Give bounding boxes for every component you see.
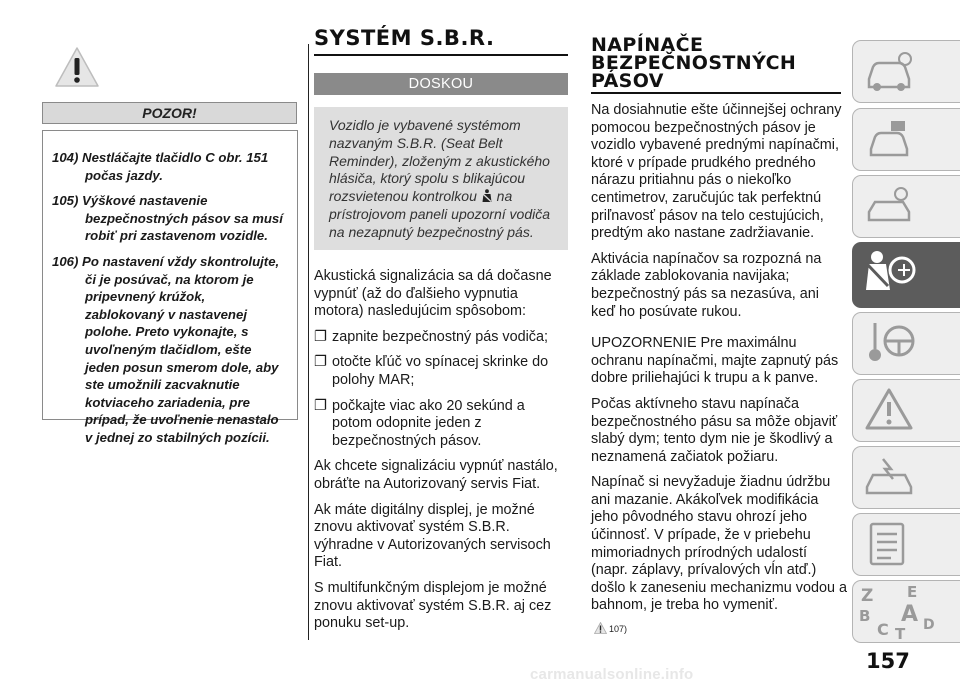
sbr-body [314, 268, 568, 641]
tab-safety[interactable] [852, 242, 960, 308]
list-item [314, 398, 568, 451]
reference-number: 107) [609, 624, 628, 634]
emergency-icon [861, 453, 917, 503]
paragraph: Ak máte digitálny displej, je možné znovu aktivovať systém S.B.R. výhradne v Autorizovaných servisoch Fiat. [314, 501, 551, 571]
tab-dashboard-controls[interactable] [852, 175, 960, 238]
index-letter: C [877, 620, 889, 639]
tab-starting-driving[interactable] [852, 312, 960, 375]
paragraph: Ak chcete signalizáciu vypnúť nastálo, obráťte na Autorizovaný servis Fiat. [314, 458, 558, 492]
title-underline [314, 54, 568, 56]
tab-maintenance[interactable] [852, 513, 960, 576]
paragraph: S multifunkčným displejom je možné znovu aktivovať systém S.B.R. aj cez ponuku set-up. [314, 579, 552, 632]
starting-driving-icon [861, 319, 917, 369]
list-item-text: otočte kľúč vo spínacej skrinke do polohy MAR; [332, 354, 549, 388]
warning-item: 106) Po nastavení vždy skontrolujte, či je posúvač, na ktorom je pripevnený krúžok, zablokovaný v nastavenej polohe. Preto vykonajte, s uvoľneným tlačidlom, ešte jeden posun smerom dole, aby ste umožnili zacvaknutie kotviaceho zariadenia, pre prípad, že uvoľnenie nenastalo v jednej zo stabilných pozícii. [52, 253, 280, 445]
paragraph: UPOZORNENIE Pre maximálnu ochranu napínačmi, majte zapnutý pás dobre priliehajúci k trupu a k panve. [591, 335, 839, 387]
car-overview-icon [861, 47, 917, 97]
checkbox-bullet-icon: ❐ [314, 328, 327, 345]
warning-item: 104) Nestláčajte tlačidlo C obr. 151 počas jazdy. [52, 150, 269, 183]
warning-item: 105) Výškové nastavenie bezpečnostných pásov sa musí robiť pri zastavenom vozidle. [52, 193, 283, 244]
paragraph: Akustická signalizácia sa dá dočasne vypnúť (až do ďalšieho vypnutia motora) nasledujúcim spôsobom: [314, 268, 552, 320]
tab-car-overview[interactable] [852, 40, 960, 103]
sbr-box-text: Vozidlo je vybavené systémom nazvaným S.B.R. (Seat Belt Reminder), zloženým z akustického hlásiča, ktorý spolu s blikajúcou rozsvietenou kontrolkou [329, 117, 550, 205]
page-number: 157 [866, 649, 910, 673]
paragraph: Počas aktívneho stavu napínača bezpečnostného pásu sa môže objaviť slabý dym; tento dym nie je škodlivý a neznamená začiatok požiaru. [591, 395, 838, 465]
list-item [314, 354, 568, 389]
warning-reference [594, 622, 627, 634]
title-line: BEZPEČNOSTNÝCH [591, 52, 797, 74]
list-item-text: zapnite bezpečnostný pás vodiča; [332, 328, 549, 345]
title-line: NAPÍNAČE [591, 34, 704, 56]
dashboard-icon [861, 115, 917, 165]
index-letter: Z [861, 586, 874, 606]
index-icon [857, 583, 949, 639]
tab-dashboard[interactable] [852, 108, 960, 171]
title-underline [591, 92, 841, 94]
section-title-sbr: SYSTÉM S.B.R. [314, 26, 495, 50]
tab-emergency[interactable] [852, 446, 960, 509]
warning-box [42, 130, 298, 445]
checkbox-bullet-icon: ❐ [314, 397, 327, 414]
index-letter: D [923, 617, 935, 633]
column-divider [308, 44, 309, 640]
warning-lights-icon [861, 386, 917, 436]
title-line: PÁSOV [591, 70, 664, 92]
tab-index[interactable] [852, 580, 960, 643]
list-item [314, 329, 568, 347]
pretensioners-body [591, 102, 847, 623]
checkbox-bullet-icon: ❐ [314, 354, 327, 371]
seatbelt-warning-icon [481, 189, 493, 203]
paragraph: Aktivácia napínačov sa rozpozná na základe zablokovania navijaka; bezpečnostný pás sa nezasúva, ani keď ho posúvate rukou. [591, 250, 822, 320]
dashboard-controls-icon [861, 182, 917, 232]
subsection-bar: DOSKOU [314, 73, 568, 95]
maintenance-icon [861, 520, 917, 570]
tab-warning-lights[interactable] [852, 379, 960, 442]
index-letter: A [901, 602, 919, 627]
list-item-text: počkajte viac ako 20 sekúnd a potom odopnite jeden z bezpečnostných pásov. [332, 397, 525, 449]
small-warning-icon [594, 622, 607, 634]
warning-triangle-icon [54, 46, 100, 88]
sbr-info-box [314, 107, 568, 250]
paragraph: Napínač si nevyžaduje žiadnu údržbu ani mazanie. Akákoľvek modifikácia jeho pôvodného stavu ohrozí jeho účinnosť. V prípade, že v priebehu mimoriadnych prírodných udalostí (napr. záplavy, prívalových vĺn atď.) došlo k zaneseniu mechanizmu vodou a bahnom, je treba ho vymeniť. [591, 474, 847, 614]
watermark: carmanualsonline.info [530, 666, 694, 683]
seatbelt-airbag-icon [860, 248, 920, 302]
sbr-box-text: na prístrojovom paneli upozorní vodiča na nezapnutý bezpečnostný pás. [329, 188, 551, 240]
index-letter: E [907, 583, 918, 601]
paragraph: Na dosiahnutie ešte účinnejšej ochrany pomocou bezpečnostných pásov je vozidlo vybavené prednými napínačmi, ktoré v prípade prudkého predného nárazu pritiahnu pás o niekoľko centimetrov, zaručujúc tak perfektnú priľnavosť pásov na telo cestujúcich, predtým ako nastane zadržiavanie. [591, 102, 842, 242]
index-letter: T [895, 625, 906, 639]
section-title-pretensioners [591, 36, 841, 90]
index-letter: B [859, 607, 871, 625]
warning-header: POZOR! [42, 102, 297, 124]
